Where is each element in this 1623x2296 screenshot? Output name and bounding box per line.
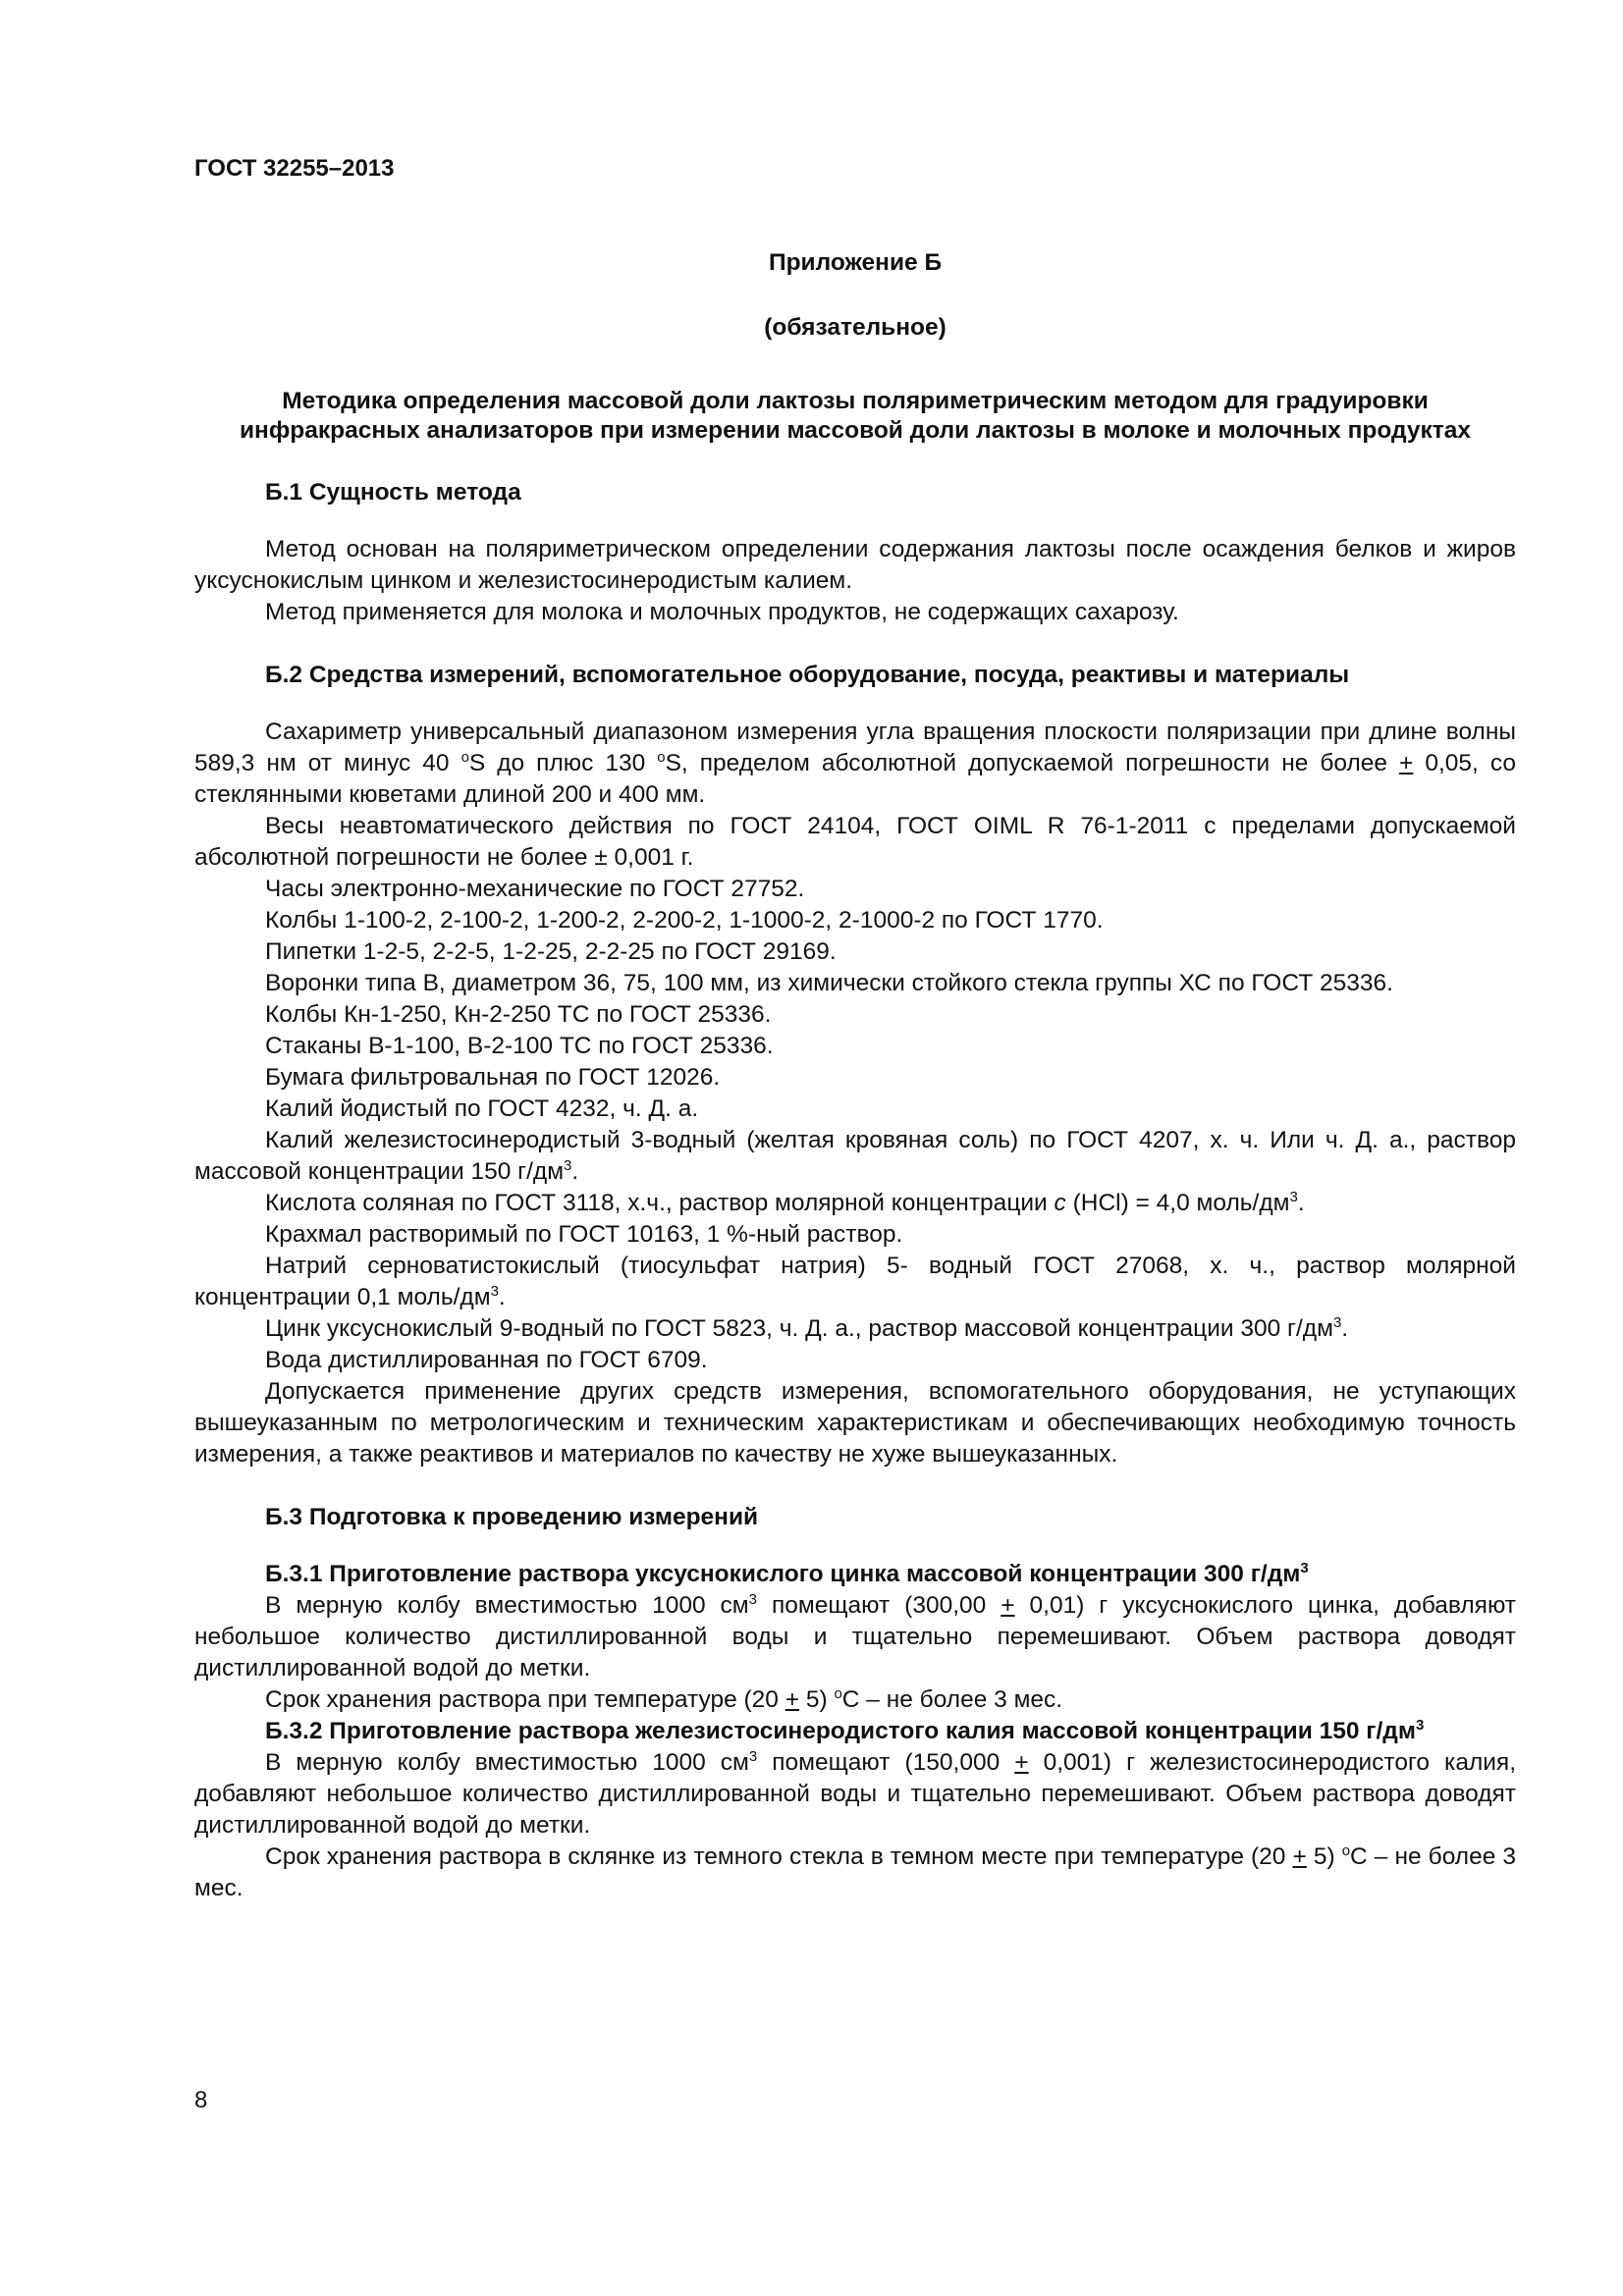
- subsection-heading-b3-2: Б.3.2 Приготовление раствора железистосинеродистого калия массовой концентрации 150 $г/дм^3$: [265, 1716, 1425, 1744]
- b2-funnels: Воронки типа В, диаметром 36, 75, 100 мм, из химически стойкого стекла группы ХС по ГОСТ 25336.: [265, 970, 1393, 996]
- b3-1-storage: Срок хранения раствора при температуре (20 + 5) $^o$С – не более 3 мес.: [265, 1684, 1063, 1713]
- b2-alternatives-allowed: Допускается применение других средств измерения, вспомогательного оборудования, не уступающих вышеуказанным по метрологическим и техническим характеристикам и обеспечивающих необходимую точность измерения, а также реактивов и материалов по качеству не хуже вышеуказанных.: [194, 1378, 1516, 1468]
- b2-clock: Часы электронно-механические по ГОСТ 27752.: [265, 876, 805, 902]
- section-heading-b3: Б.3 Подготовка к проведению измерений: [265, 1504, 759, 1530]
- b3-1-preparation: В мерную колбу вместимостью 1000 $см^3$ помещают (300,00 + 0,01) г уксуснокислого цинка, добавляют небольшое количество дистиллированной воды и тщательно перемешивают. Объем раствора доводят дистиллированной водой до метки.: [194, 1590, 1516, 1682]
- b2-distilled-water: Вода дистиллированная по ГОСТ 6709.: [265, 1347, 708, 1373]
- b2-potassium-iodide: Калий йодистый по ГОСТ 4232, ч. Д. а.: [265, 1095, 699, 1122]
- b2-saccharimeter: Сахариметр универсальный диапазоном измерения угла вращения плоскости поляризации при длине волны 589,3 нм от минус 40 $^o$S до плюс 130 $^o$S, пределом абсолютной допускаемой погрешности не более + 0,05, со стеклянными кюветами длиной 200 и 400 мм.: [194, 719, 1517, 808]
- b2-thiosulfate: Натрий серноватистокислый (тиосульфат натрия) 5- водный ГОСТ 27068, х. ч., раствор молярной концентрации 0,1 моль/$дм^3$.: [194, 1253, 1516, 1310]
- b2-pipettes: Пипетки 1-2-5, 2-2-5, 1-2-25, 2-2-25 по ГОСТ 29169.: [265, 938, 837, 965]
- b1-paragraph-principle: Метод основан на поляриметрическом определении содержания лактозы после осаждения белков и жиров уксуснокислым цинком и железистосинеродистым калием.: [194, 536, 1516, 594]
- section-heading-b2: Б.2 Средства измерений, вспомогательное оборудование, посуда, реактивы и материалы: [265, 662, 1350, 688]
- annex-status: (обязательное): [764, 314, 947, 341]
- b3-2-storage: Срок хранения раствора в склянке из темного стекла в темном месте при температуре (20 + 5) $^o$С – не более 3 мес.: [194, 1842, 1517, 1901]
- page-content: [194, 247, 1516, 1904]
- b2-beakers: Стаканы В-1-100, В-2-100 ТС по ГОСТ 25336.: [265, 1033, 774, 1059]
- b2-scales: Весы неавтоматического действия по ГОСТ 24104, ГОСТ OIML R 76-1-2011 с пределами допускаемой абсолютной погрешности не более ± 0,001 г.: [194, 813, 1516, 871]
- b1-paragraph-scope: Метод применяется для молока и молочных продуктов, не содержащих сахарозу.: [265, 599, 1179, 625]
- document-code: ГОСТ 32255–2013: [194, 155, 395, 182]
- b2-conical-flasks: Колбы Кн-1-250, Кн-2-250 ТС по ГОСТ 25336.: [265, 1001, 772, 1028]
- b3-2-preparation: В мерную колбу вместимостью 1000 $см^3$ помещают (150,000 + 0,001) г железистосинеродистого калия, добавляют небольшое количество дистиллированной воды и тщательно перемешивают. Объем раствора доводят дистиллированной водой до метки.: [194, 1747, 1516, 1839]
- section-heading-b1: Б.1 Сущность метода: [265, 479, 521, 506]
- b2-flasks: Колбы 1-100-2, 2-100-2, 1-200-2, 2-200-2, 1-1000-2, 2-1000-2 по ГОСТ 1770.: [265, 907, 1104, 934]
- b2-hydrochloric-acid: Кислота соляная по ГОСТ 3118, х.ч., раствор молярной концентрации c (HCl) = 4,0 моль/$дм^3$.: [265, 1188, 1305, 1216]
- page-number: 8: [194, 2087, 208, 2113]
- b2-starch: Крахмал растворимый по ГОСТ 10163, 1 %-ный раствор.: [265, 1221, 903, 1248]
- annex-title: Приложение Б: [768, 249, 943, 276]
- annex-heading: Методика определения массовой доли лактозы поляриметрическим методом для градуировки инфракрасных анализаторов при измерении массовой доли лактозы в молоке и молочных продуктах: [240, 388, 1471, 444]
- subsection-heading-b3-1: Б.3.1 Приготовление раствора уксуснокислого цинка массовой концентрации 300 $г/дм^3$: [265, 1559, 1309, 1587]
- b2-ferrocyanide: Калий железистосинеродистый 3-водный (желтая кровяная соль) по ГОСТ 4207, х. ч. Или ч. Д. а., раствор массовой концентрации 150 $г/дм^3$.: [194, 1127, 1516, 1185]
- b2-zinc-acetate: Цинк уксуснокислый 9-водный по ГОСТ 5823, ч. Д. а., раствор массовой концентрации 300 $г/дм^3$.: [265, 1313, 1349, 1342]
- b2-filter-paper: Бумага фильтровальная по ГОСТ 12026.: [265, 1064, 721, 1091]
